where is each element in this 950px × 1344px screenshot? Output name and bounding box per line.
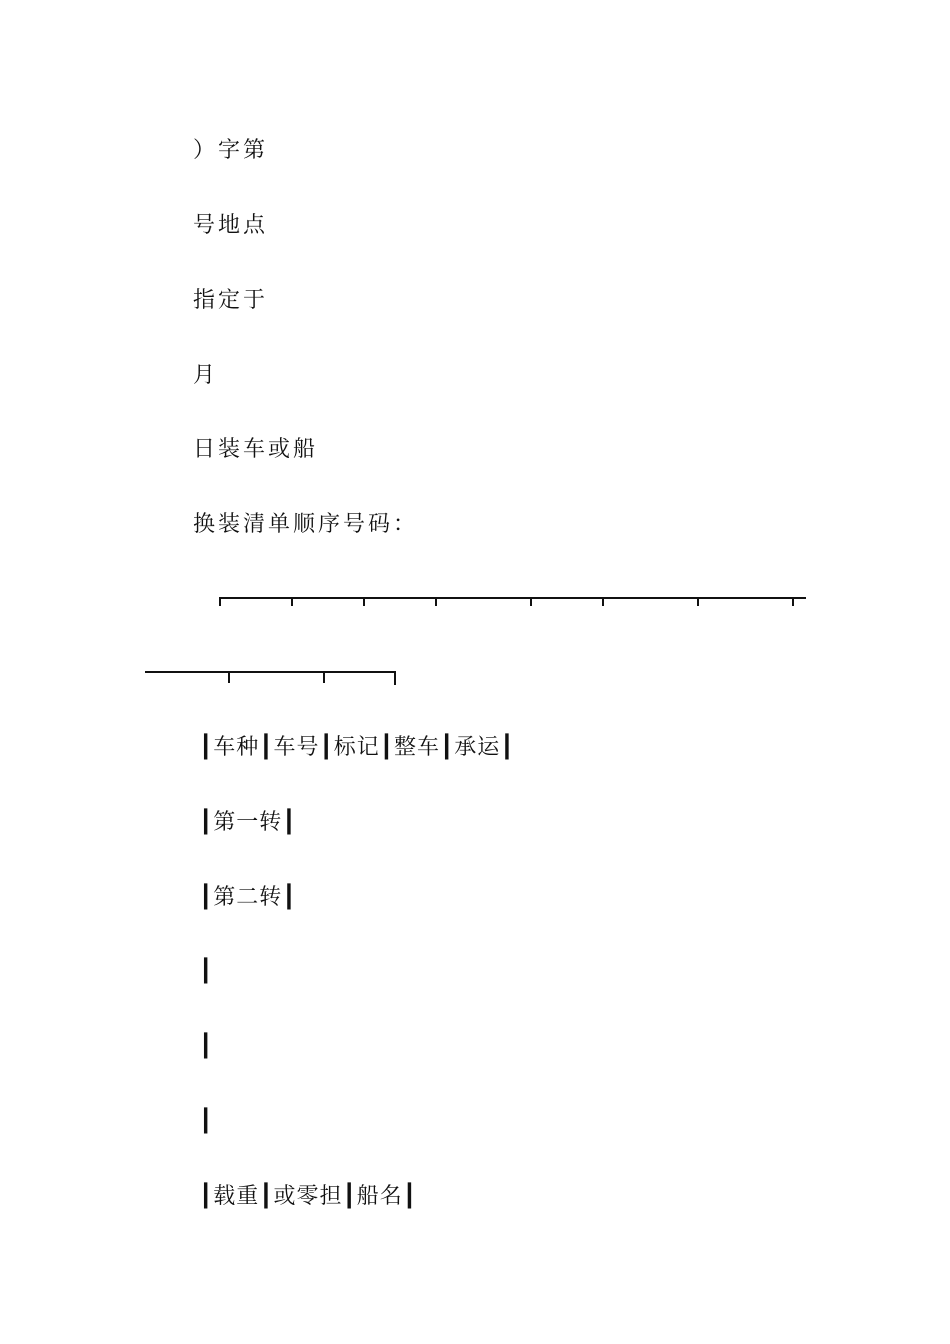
table-vertical-bar: ┃ (199, 959, 213, 984)
form-line-location: 号地点 (193, 213, 269, 238)
table-row-second-transfer: ┃第二转┃ (199, 885, 297, 910)
table-vertical-bar: ┃ (199, 1109, 213, 1134)
table-footer-row: ┃载重┃或零担┃船名┃ (199, 1184, 417, 1209)
table-row-first-transfer: ┃第一转┃ (199, 810, 297, 835)
form-line-month: 月 (193, 363, 219, 388)
form-line-day-loading: 日装车或船 (193, 437, 319, 462)
table-vertical-bar: ┃ (199, 1034, 213, 1059)
form-line-sequence-number: 换装清单顺序号码： (193, 512, 419, 537)
table-header-row: ┃车种┃车号┃标记┃整车┃承运┃ (199, 735, 515, 760)
form-line-designated: 指定于 (193, 288, 269, 313)
form-line-number-prefix: ）字第 (193, 138, 269, 163)
